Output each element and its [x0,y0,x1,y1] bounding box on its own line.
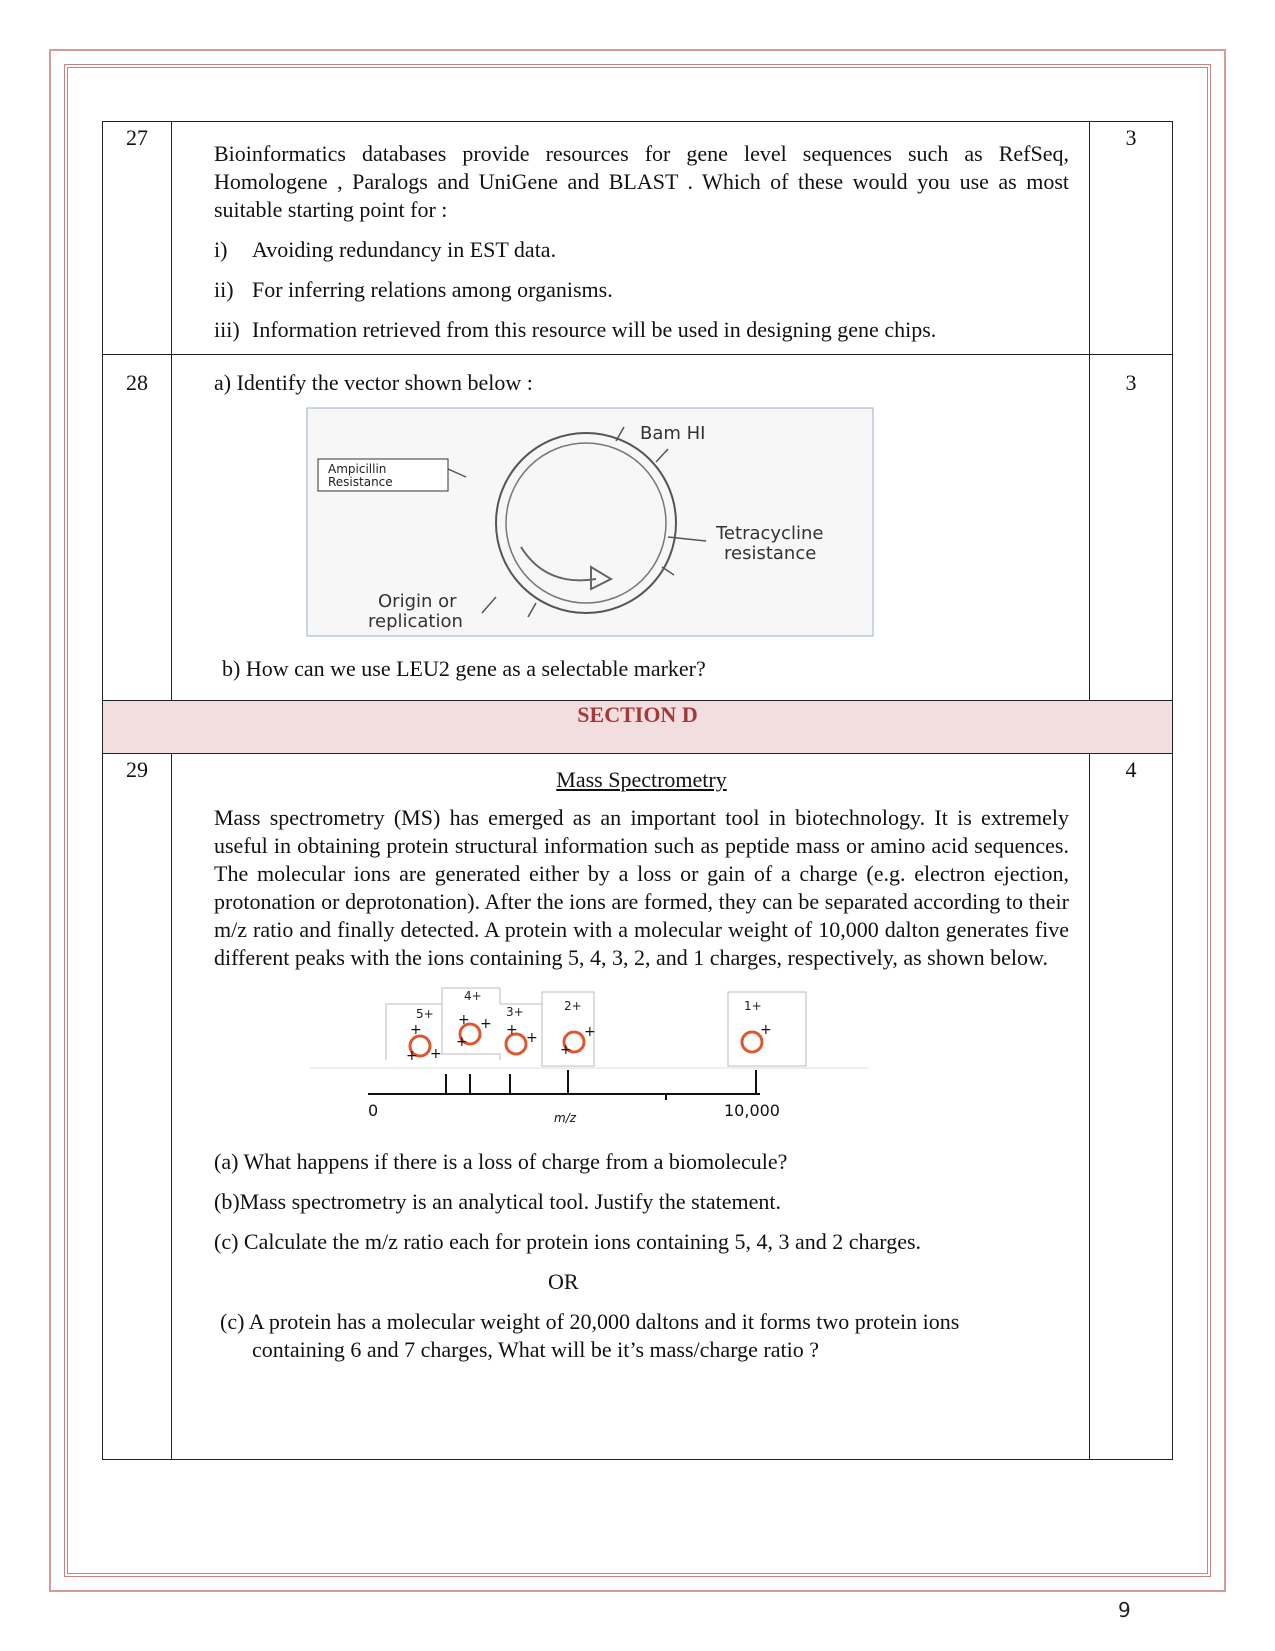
question-29-part-a: (a) What happens if there is a loss of charge from a biomolecule? [214,1149,788,1174]
question-29-part-c: (c) Calculate the m/z ratio each for protein ions containing 5, 4, 3 and 2 charges. [214,1229,922,1254]
charge-label: 2+ [564,999,582,1013]
question-29-body [172,754,1090,1460]
or-label: OR [548,1269,579,1294]
mass-spectrum-figure [310,984,870,1134]
question-number: 29 [103,754,172,1460]
question-27-body [172,122,1090,355]
question-marks: 3 [1090,355,1173,701]
question-marks: 4 [1090,754,1173,1460]
svg-text:+: + [456,1034,468,1050]
svg-text:+: + [410,1022,422,1038]
question-28-part-b: b) How can we use LEU2 gene as a selectable marker? [222,656,706,681]
question-29-row [103,754,1173,1460]
svg-text:+: + [430,1046,442,1062]
list-item: i) Avoiding redundancy in EST data. [214,237,557,262]
charge-label: 3+ [506,1005,524,1019]
figure-label-tet-resistance: resistance [724,543,817,564]
question-29-part-c-alt-cont: containing 6 and 7 charges, What will be it’s mass/charge ratio ? [252,1337,819,1362]
figure-label-replication: replication [368,611,463,632]
charge-label: 5+ [416,1007,434,1021]
svg-text:+: + [458,1012,470,1028]
svg-text:+: + [526,1030,538,1046]
question-number: 27 [103,122,172,355]
figure-label-ampicillin: Ampicillin [328,462,387,476]
figure-label-bamhi: Bam HI [640,423,706,444]
question-29-title: Mass Spectrometry [556,767,727,792]
question-table [102,121,1173,1460]
axis-start-label: 0 [368,1101,379,1120]
svg-text:+: + [406,1048,418,1064]
question-29-part-c-alt: (c) A protein has a molecular weight of 20,000 daltons and it forms two protein ions [220,1309,960,1334]
section-heading: SECTION D [103,701,1173,754]
question-number: 28 [103,355,172,701]
svg-text:+: + [560,1042,572,1058]
figure-label-origin: Origin or [378,591,457,612]
figure-label-resistance: Resistance [328,475,393,489]
plasmid-vector-figure [306,407,876,639]
figure-label-tetracycline: Tetracycline [716,523,824,544]
section-d-row [103,701,1173,754]
charge-label: 4+ [464,989,482,1003]
question-marks: 3 [1090,122,1173,355]
list-item: ii) For inferring relations among organisms. [214,277,613,302]
question-29-paragraph: Mass spectrometry (MS) has emerged as an important tool in biotechnology. It is extremely useful in obtaining protein structural information such as peptide mass or amino acid sequences. The molecular ions are generated either by a loss or gain of a charge (e.g. electron ejection, protonation or deprotonation). After the ions are formed, they can be separated according to their m/z ratio and finally detected. A protein with a molecular weight of 10,000 dalton generates five different peaks with the ions containing 5, 4, 3, 2, and 1 charges, respectively, as shown below. [214,805,1069,970]
question-29-part-b: (b)Mass spectrometry is an analytical tool. Justify the statement. [214,1189,781,1214]
question-27-row [103,122,1173,355]
question-28-body [172,355,1090,701]
axis-label: m/z [554,1111,577,1125]
question-27-text: Bioinformatics databases provide resources for gene level sequences such as RefSeq, Homologene , Paralogs and UniGene and BLAST . Which of these would you use as most suitable starting point for : [214,141,1069,222]
svg-text:+: + [506,1022,518,1038]
page-number: 9 [1118,1598,1131,1622]
axis-end-label: 10,000 [724,1101,780,1120]
question-28-part-a: a) Identify the vector shown below : [214,370,533,395]
svg-text:+: + [584,1024,596,1040]
charge-label: 1+ [744,999,762,1013]
svg-text:+: + [480,1016,492,1032]
list-item: iii) Information retrieved from this resource will be used in designing gene chips. [214,317,937,342]
svg-text:+: + [760,1022,772,1038]
question-28-row [103,355,1173,701]
